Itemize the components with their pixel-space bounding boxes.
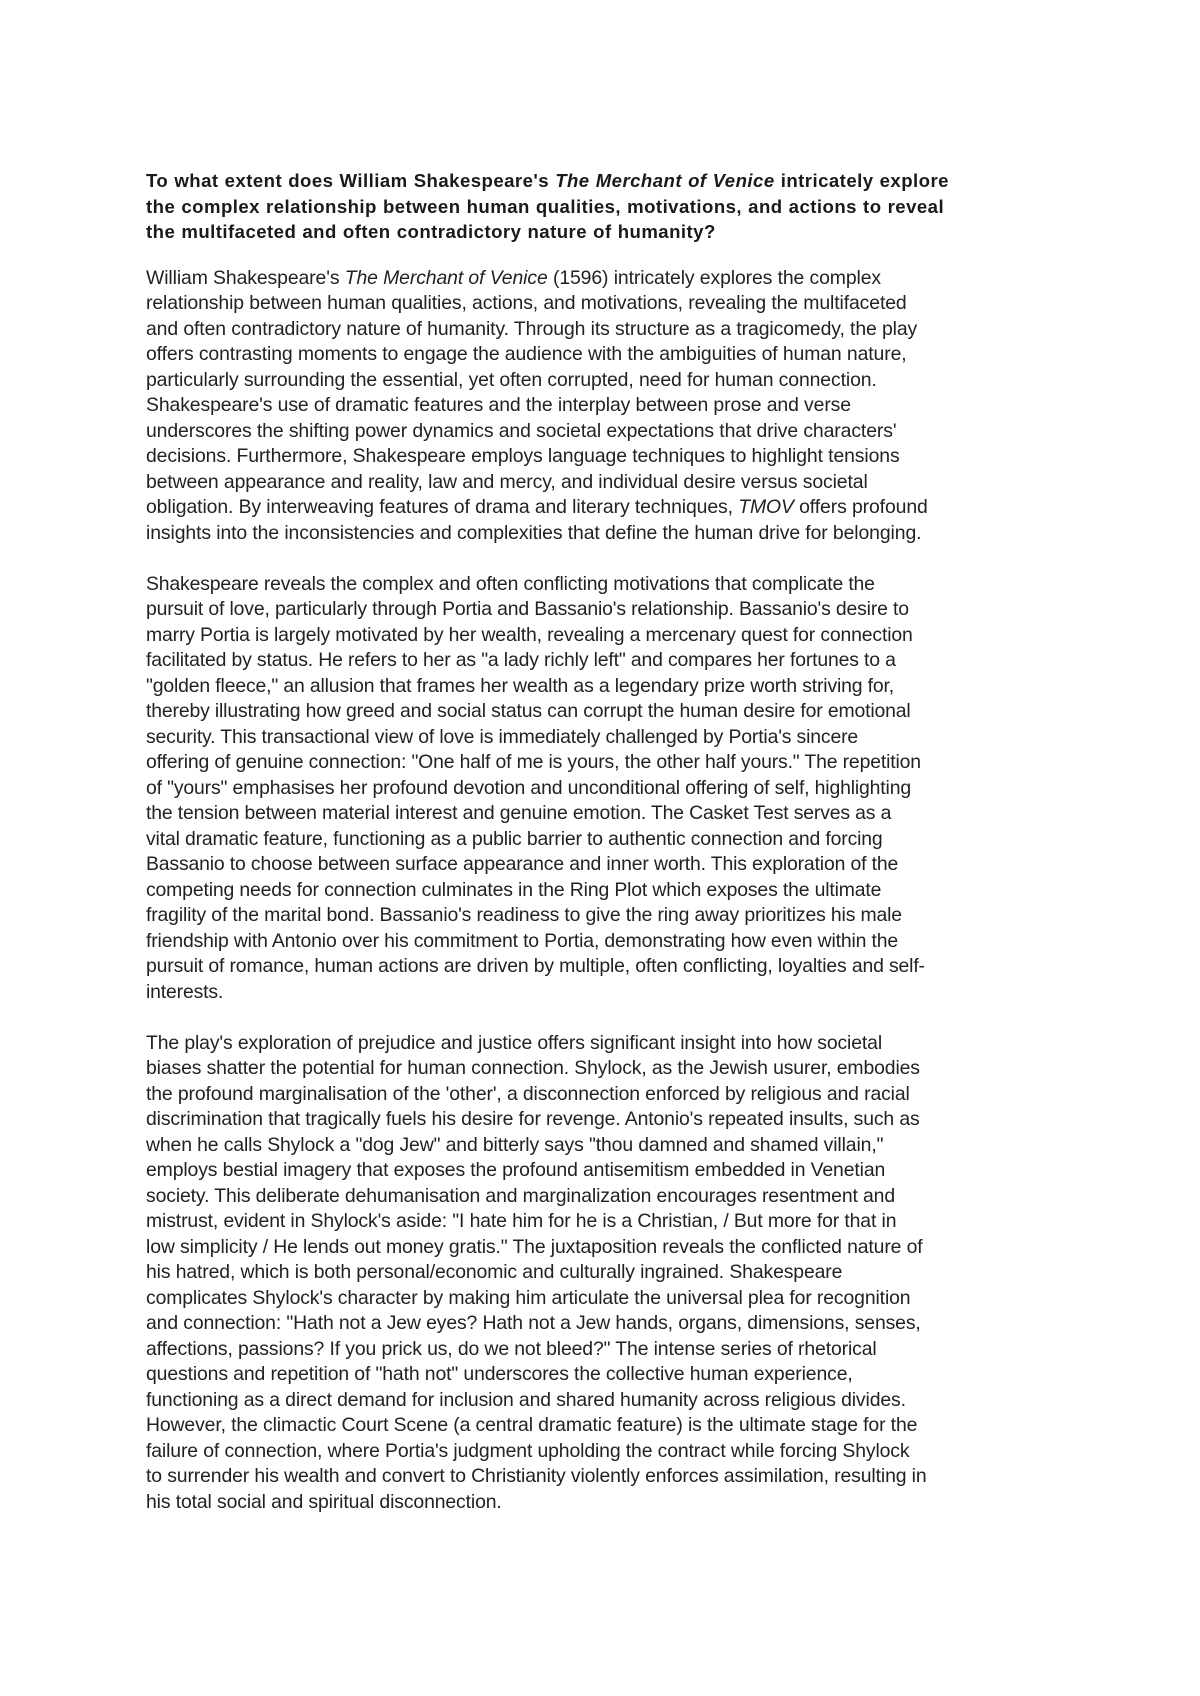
text-line: pursuit of love, particularly through Portia and Bassanio's relationship. Bassanio's desire to	[146, 598, 909, 620]
text-line: pursuit of romance, human actions are driven by multiple, often conflicting, loyalties and self-	[146, 955, 925, 977]
text-line: complicates Shylock's character by making him articulate the universal plea for recognition	[146, 1286, 911, 1309]
question-line: the complex relationship between human qualities, motivations, and actions to reveal	[146, 195, 945, 217]
text-line: failure of connection, where Portia's judgment upholding the contract while forcing Shylock	[146, 1439, 910, 1462]
text-line: employs bestial imagery that exposes the profound antisemitism embedded in Venetian	[146, 1159, 886, 1181]
text-line: and often contradictory nature of humanity. Through its structure as a tragicomedy, the play	[146, 317, 918, 340]
text-line: particularly surrounding the essential, yet often corrupted, need for human connection.	[146, 368, 877, 391]
play-title: The Merchant of Venice	[344, 266, 548, 289]
text-line: relationship between human qualities, actions, and motivations, revealing the multifaceted	[146, 292, 907, 314]
text-line: the profound marginalisation of the 'other', a disconnection enforced by religious and racial	[146, 1082, 910, 1105]
text-line: his total social and spiritual disconnection.	[146, 1490, 502, 1513]
intro-paragraph	[146, 266, 1066, 547]
text-line: vital dramatic feature, functioning as a public barrier to authentic connection and forcing	[146, 827, 883, 850]
text-line: the tension between material interest and genuine emotion. The Casket Test serves as a	[146, 802, 892, 824]
body-paragraph-prejudice	[146, 1031, 1066, 1516]
text-line: affections, passions? If you prick us, do we not bleed?" The intense series of rhetorical	[146, 1337, 877, 1360]
text-line	[146, 266, 1066, 292]
text-line: underscores the shifting power dynamics and societal expectations that drive characters'	[146, 419, 897, 442]
text-line: biases shatter the potential for human connection. Shylock, as the Jewish usurer, embodies	[146, 1057, 920, 1079]
text-line: competing needs for connection culminates in the Ring Plot which exposes the ultimate	[146, 878, 882, 901]
text-span: William Shakespeare's	[146, 266, 345, 289]
text-line: of "yours" emphasises her profound devotion and unconditional offering of self, highlighting	[146, 776, 911, 799]
text-span: obligation. By interweaving features of drama and literary techniques,	[146, 496, 739, 518]
body-paragraph-love	[146, 572, 1066, 1006]
play-abbreviation: TMOV	[738, 496, 794, 518]
text-line: society. This deliberate dehumanisation and marginalization encourages resentment and	[146, 1184, 896, 1207]
text-line	[146, 495, 1066, 521]
text-line: when he calls Shylock a "dog Jew" and bitterly says "thou damned and shamed villain,"	[146, 1133, 884, 1156]
text-line: offers contrasting moments to engage the audience with the ambiguities of human nature,	[146, 343, 907, 365]
text-line: to surrender his wealth and convert to Christianity violently enforces assimilation, resulting in	[146, 1465, 927, 1487]
text-line: Shakespeare's use of dramatic features and the interplay between prose and verse	[146, 394, 851, 416]
text-line: facilitated by status. He refers to her as "a lady richly left" and compares her fortunes to a	[146, 649, 896, 671]
text-line: functioning as a direct demand for inclusion and shared humanity across religious divides.	[146, 1388, 906, 1411]
text-line: discrimination that tragically fuels his desire for revenge. Antonio's repeated insults, such as	[146, 1108, 920, 1130]
text-span: offers profound	[793, 496, 928, 518]
question-line	[146, 168, 1066, 194]
question-line: the multifaceted and often contradictory nature of humanity?	[146, 221, 716, 242]
text-line: between appearance and reality, law and mercy, and individual desire versus societal	[146, 470, 868, 493]
text-line: security. This transactional view of love is immediately challenged by Portia's sincere	[146, 725, 859, 748]
text-line: "golden fleece," an allusion that frames her wealth as a legendary prize worth striving for,	[146, 674, 894, 697]
text-line: insights into the inconsistencies and complexities that define the human drive for belonging.	[146, 521, 922, 544]
text-line: low simplicity / He lends out money gratis." The juxtaposition reveals the conflicted nature of	[146, 1235, 923, 1258]
text-line: decisions. Furthermore, Shakespeare employs language techniques to highlight tensions	[146, 445, 900, 467]
text-line: his hatred, which is both personal/economic and culturally ingrained. Shakespeare	[146, 1261, 843, 1283]
question-prefix: To what extent does William Shakespeare's	[146, 170, 556, 191]
document-body	[146, 168, 1066, 1541]
text-line: friendship with Antonio over his commitment to Portia, demonstrating how even within the	[146, 929, 899, 952]
text-line: mistrust, evident in Shylock's aside: "I hate him for he is a Christian, / But more for that in	[146, 1210, 897, 1232]
question-suffix: intricately explore	[774, 170, 949, 191]
text-line: offering of genuine connection: "One half of me is yours, the other half yours." The repetition	[146, 751, 921, 773]
text-line: thereby illustrating how greed and social status can corrupt the human desire for emotional	[146, 700, 911, 722]
question-play-title: The Merchant of Venice	[555, 170, 775, 191]
text-span: (1596) intricately explores the complex	[547, 266, 882, 289]
essay-question	[146, 168, 1066, 245]
text-line: questions and repetition of "hath not" underscores the collective human experience,	[146, 1363, 853, 1385]
text-line: The play's exploration of prejudice and justice offers significant insight into how societal	[146, 1031, 883, 1054]
text-line: Bassanio to choose between surface appearance and inner worth. This exploration of the	[146, 853, 899, 875]
text-line: However, the climactic Court Scene (a central dramatic feature) is the ultimate stage for the	[146, 1414, 918, 1436]
text-line: fragility of the marital bond. Bassanio's readiness to give the ring away prioritizes his male	[146, 904, 902, 926]
text-line: marry Portia is largely motivated by her wealth, revealing a mercenary quest for connection	[146, 623, 913, 646]
text-line: Shakespeare reveals the complex and often conflicting motivations that complicate the	[146, 572, 875, 595]
text-line: interests.	[146, 980, 224, 1003]
text-line: and connection: "Hath not a Jew eyes? Hath not a Jew hands, organs, dimensions, senses,	[146, 1312, 921, 1334]
